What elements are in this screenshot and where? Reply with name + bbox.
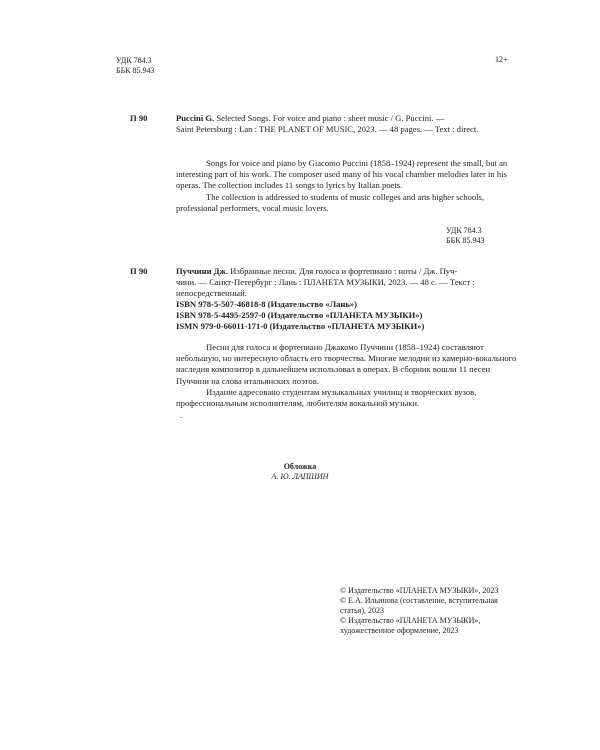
udk-code: УДК 784.3: [116, 56, 152, 65]
russian-record-description-rest: чини. — Санкт-Петербург : Лань : ПЛАНЕТА МУЗЫКИ, 2023. — 48 с. — Текст : непосредственный.: [176, 277, 475, 299]
copyright-publisher: © Издательство «ПЛАНЕТА МУЗЫКИ», 2023: [340, 586, 499, 595]
russian-record-author: Пуччини Дж.: [176, 266, 228, 276]
english-record-description-rest: Saint Petersburg : Lan : THE PLANET OF MUSIC, 2023. — 48 pages. — Text : direct.: [176, 124, 479, 134]
age-rating: 12+: [495, 55, 508, 64]
russian-annotation-2: Издание адресовано студентам музыкальных училищ и творческих вузов, профессиональным исполнителям, любителям вокальной музыки.: [176, 387, 477, 409]
russian-annotation-1: Песни для голоса и фортепиано Джакомо Пуччини (1858–1924) составляют небольшую, но интересную область его творчества. Многие мелодии из камерно-вокального наследия композитор в дальнейшем использовал в операх. В сборник вошли 11 песен Пуччини на слова итальянских поэтов.: [176, 342, 517, 386]
cover-label: Обложка: [283, 462, 317, 471]
russian-record: [176, 266, 516, 277]
bbk-code-2: ББК 85.943: [446, 236, 485, 245]
english-record-code: П 90: [130, 113, 148, 123]
english-record-author: Puccini G.: [176, 113, 215, 123]
cover-artist: А. Ю. ЛАПШИН: [271, 472, 329, 481]
copyright-design: © Издательство «ПЛАНЕТА МУЗЫКИ», художественное оформление, 2023: [340, 616, 481, 635]
stray-mark: .: [180, 410, 183, 420]
udk-code-2: УДК 784.3: [446, 226, 482, 235]
russian-record-code: П 90: [130, 266, 148, 276]
russian-record-description-first: Избранные песни. Для голоса и фортепиано : ноты / Дж. Пуч-: [230, 266, 458, 276]
english-annotation-1: Songs for voice and piano by Giacomo Puccini (1858–1924) represent the small, but an interesting part of his work. The composer used many of his vocal chamber melodies later in his operas. The collection includes 11 songs to lyrics by Italian poets.: [176, 158, 508, 191]
isbn-planet-of-music: ISBN 978-5-4495-2597-0 (Издательство «ПЛАНЕТА МУЗЫКИ»): [176, 310, 423, 320]
english-record: [176, 113, 486, 124]
bbk-code: ББК 85.943: [116, 66, 155, 75]
english-record-description-first: Selected Songs. For voice and piano : sheet music / G. Puccini. —: [216, 113, 445, 123]
english-annotation-2: The collection is addressed to students of music colleges and arts higher schools, professional performers, vocal music lovers.: [176, 192, 485, 214]
ismn-planet-of-music: ISMN 979-0-66011-171-0 (Издательство «ПЛАНЕТА МУЗЫКИ»): [176, 321, 425, 331]
isbn-lan: ISBN 978-5-507-46818-8 (Издательство «Лань»): [176, 299, 358, 309]
copyright-compiler: © Е.А. Ильинова (составление, вступительная статья), 2023: [340, 596, 498, 615]
